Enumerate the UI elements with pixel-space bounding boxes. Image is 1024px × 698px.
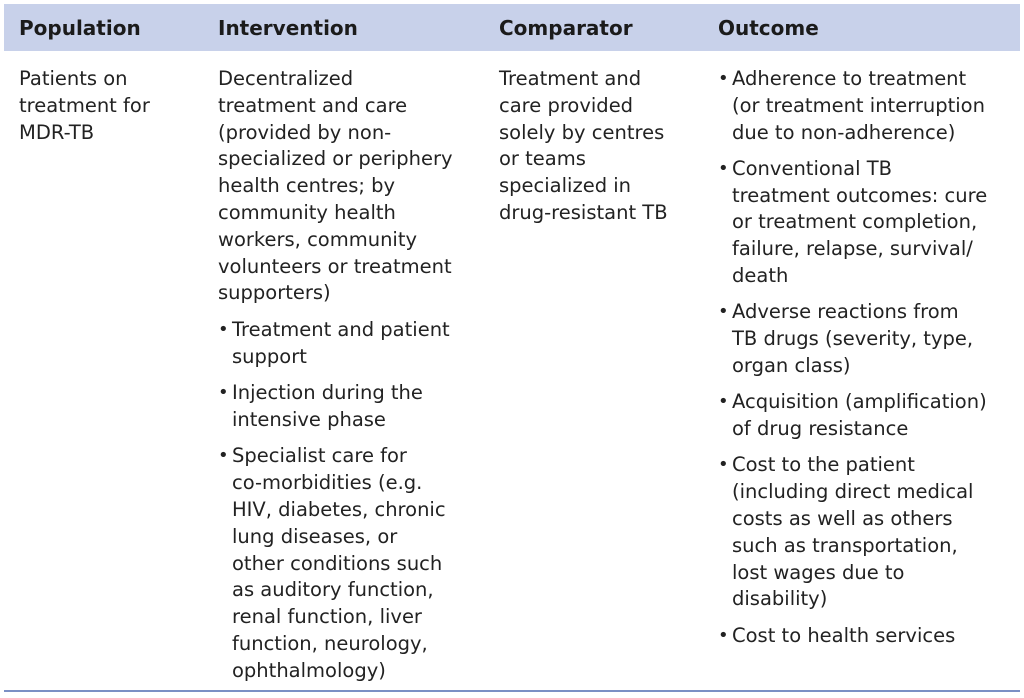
list-item: • Cost to the patient (including direct medical costs as well as others such as transportation, lost wages due to disability) <box>718 452 1018 613</box>
header-intervention: Intervention <box>218 16 358 40</box>
comparator-text: Treatment and care provided solely by centres or teams specialized in drug-resistant TB <box>499 67 668 224</box>
population-text: Patients on treatment for MDR-TB <box>19 67 150 144</box>
pico-table <box>4 4 1020 692</box>
population-cell <box>19 66 209 146</box>
table-bottom-rule <box>4 690 1020 692</box>
list-item: • Cost to health services <box>718 623 1018 650</box>
header-outcome: Outcome <box>718 16 819 40</box>
list-item: • Conventional TB treatment outcomes: cure or treatment completion, failure, relapse, survival/ death <box>718 156 1018 290</box>
intervention-text: Decentralized treatment and care (provided by non- specialized or periphery health centres; by community health workers, community volunteers or treatment supporters) <box>218 67 453 305</box>
header-comparator: Comparator <box>499 16 633 40</box>
list-item: • Injection during the intensive phase <box>218 380 488 434</box>
list-item: • Acquisition (amplification) of drug resistance <box>718 389 1018 443</box>
intervention-bullet-list <box>218 317 488 684</box>
list-item: • Adherence to treatment (or treatment interruption due to non-adherence) <box>718 66 1018 146</box>
outcome-cell <box>718 66 1018 659</box>
list-item: • Treatment and patient support <box>218 317 488 371</box>
list-item: • Specialist care for co-morbidities (e.g. HIV, diabetes, chronic lung diseases, or other conditions such as auditory function, renal function, liver function, neurology, ophthalmology) <box>218 443 488 684</box>
comparator-cell <box>499 66 704 227</box>
intervention-cell <box>218 66 488 694</box>
header-population: Population <box>19 16 141 40</box>
list-item: • Adverse reactions from TB drugs (severity, type, organ class) <box>718 299 1018 379</box>
table-body-row <box>4 51 1020 692</box>
table-header-row <box>4 4 1020 51</box>
outcome-bullet-list <box>718 66 1018 649</box>
